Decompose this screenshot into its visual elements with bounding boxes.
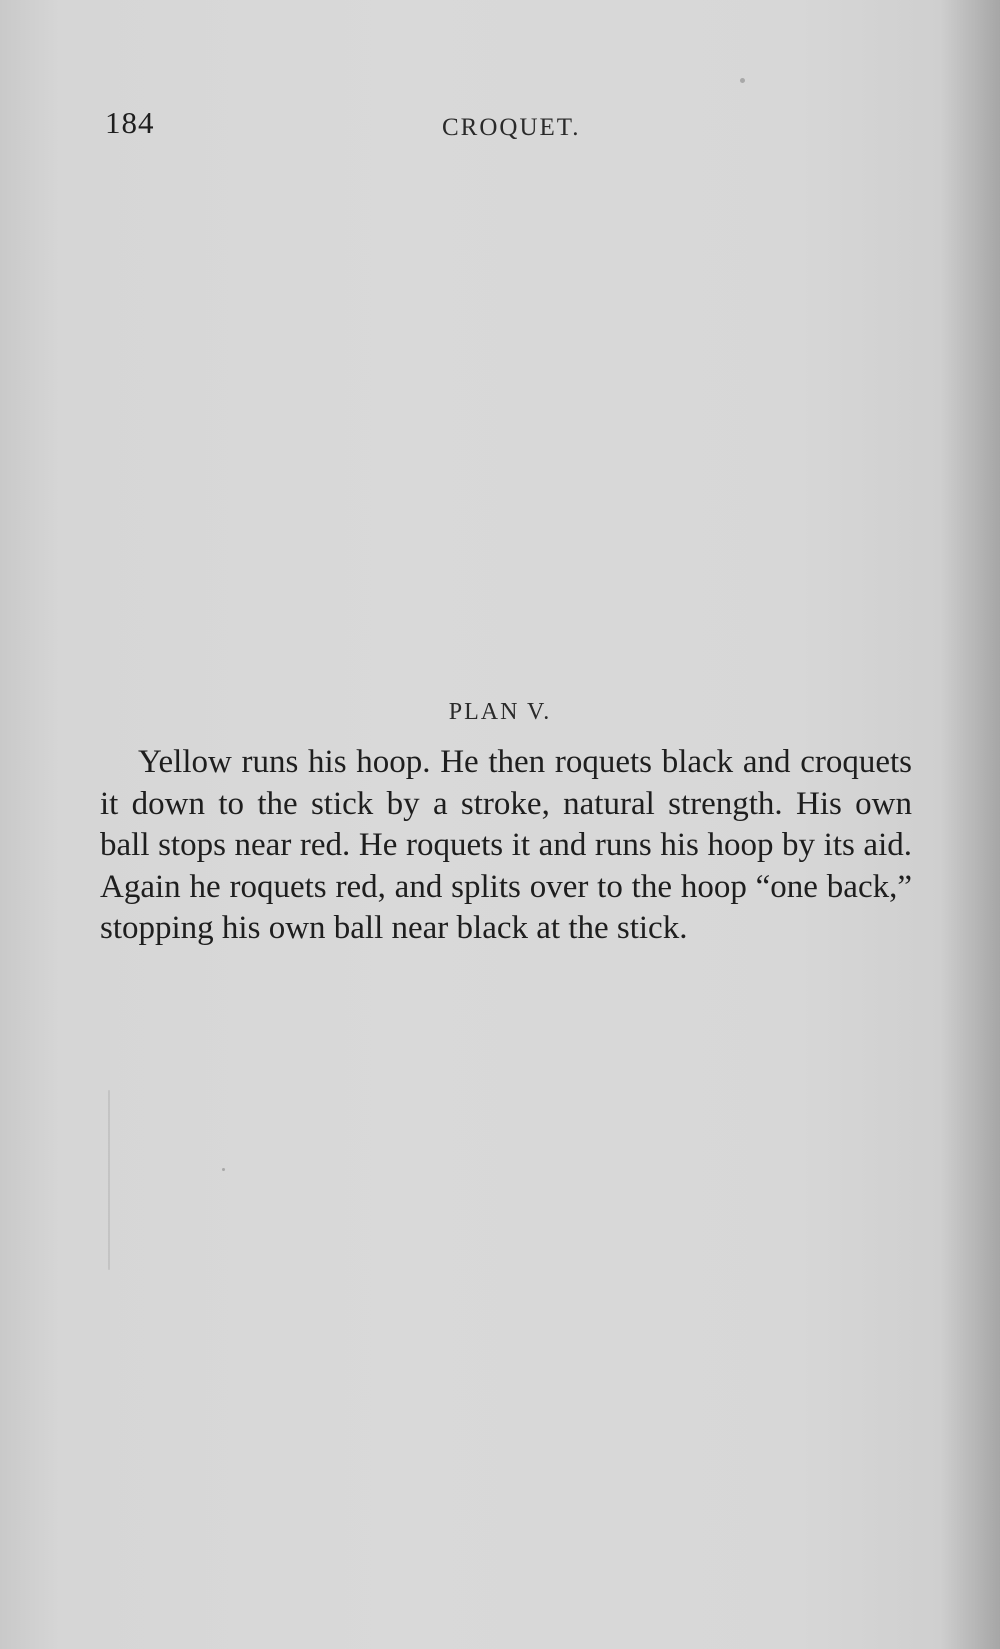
paper-speck <box>222 1168 225 1171</box>
paper-speck <box>108 1090 110 1270</box>
paper-speck <box>740 78 745 83</box>
section-heading: PLAN V. <box>448 699 552 725</box>
running-title: CROQUET. <box>442 114 581 141</box>
body-paragraph: Yellow runs his hoop. He then roquets black and croquets it down to the stick by a stroke, natural strength. His own ball stops near red. He roquets it and runs his hoop by its aid. Again he roquets red, and splits over to the hoop “one back,” stopping his own ball near black at the stick. <box>100 744 912 946</box>
page-number: 184 <box>105 105 155 140</box>
page-header <box>105 105 905 145</box>
page-edge-shadow <box>940 0 1000 1649</box>
